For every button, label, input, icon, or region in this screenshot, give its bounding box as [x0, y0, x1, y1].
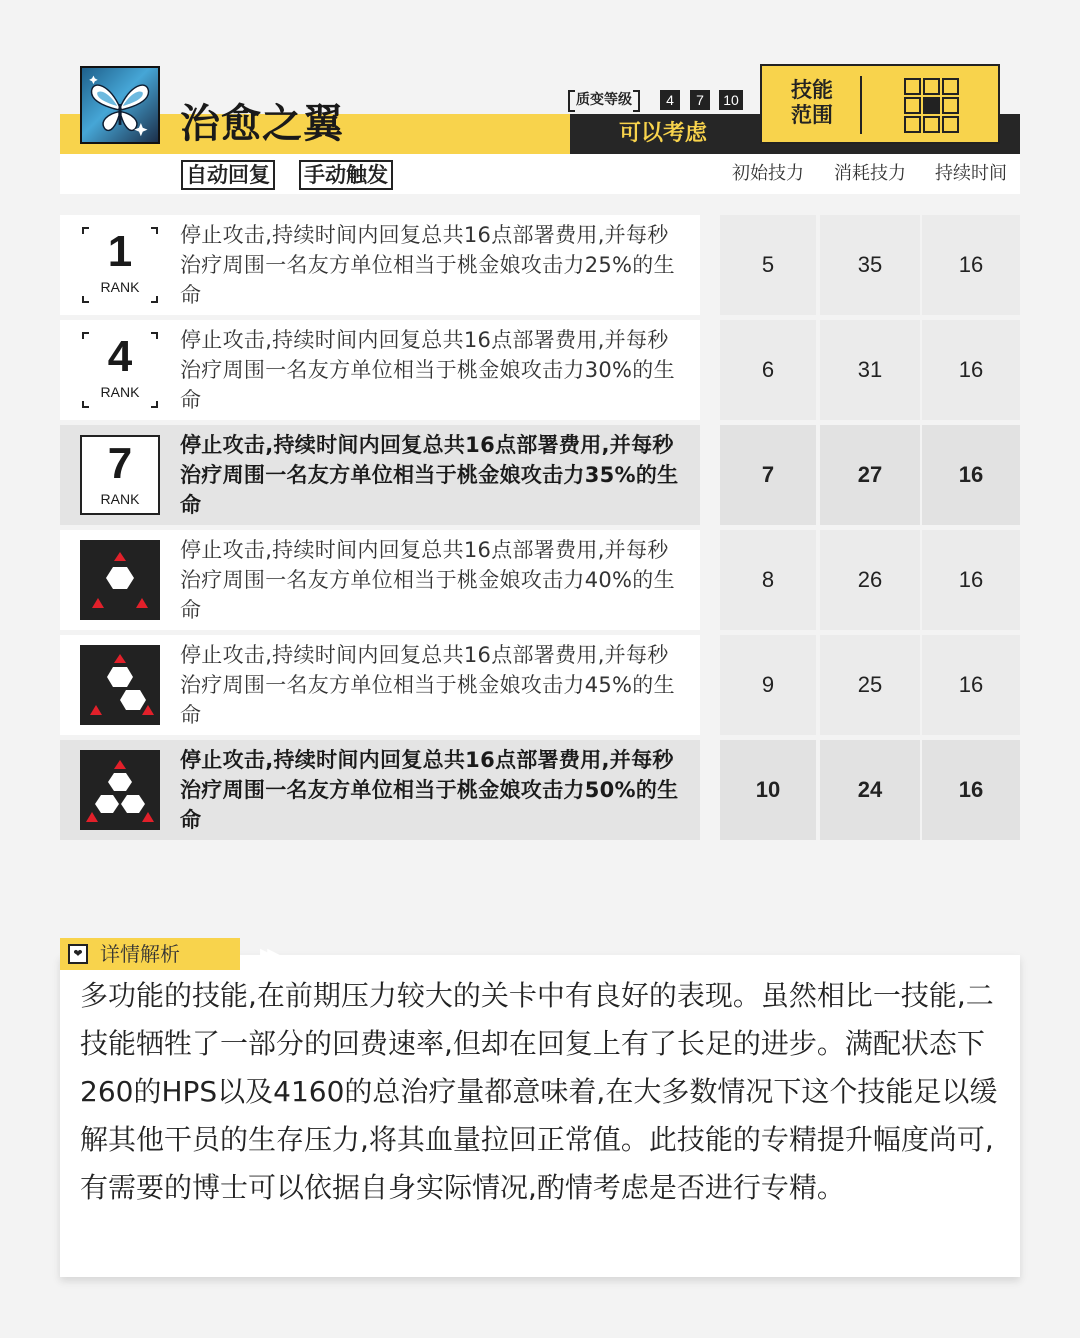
- range-label: [786, 78, 838, 128]
- fast-forward-icon: ▶▶: [260, 944, 275, 963]
- row-description-cell: [60, 635, 700, 735]
- sp-cost-value: 24: [820, 740, 920, 840]
- table-row: [60, 215, 1020, 315]
- rank-number: 1: [107, 227, 133, 276]
- skill-name: 治愈之翼: [180, 100, 344, 147]
- rank-badge: [80, 225, 160, 305]
- rank-badge: [80, 330, 160, 410]
- initial-sp-value: 8: [720, 530, 816, 630]
- rank-badge: [80, 435, 160, 515]
- rank-number: 4: [107, 332, 133, 381]
- rank-word: RANK: [100, 491, 140, 507]
- detail-text: 多功能的技能,在前期压力较大的关卡中有良好的表现。虽然相比一技能,二技能牺牲了一部分的回费速率,但却在回复上有了长足的进步。满配状态下260的HPS以及4160的总治疗量都意味着,在大多数情况下这个技能足以缓解其他干员的生存压力,将其血量拉回正常值。此技能的专精提升幅度尚可,有需要的博士可以依据自身实际情况,酌情考虑是否进行专精。: [80, 979, 998, 1204]
- row-description-cell: [60, 320, 700, 420]
- range-cell: [904, 97, 921, 114]
- detail-title: 详情解析: [100, 942, 180, 966]
- range-divider: [860, 76, 862, 134]
- row-description: 停止攻击,持续时间内回复总共16点部署费用,并每秒治疗周围一名友方单位相当于桃金娘攻击力30%的生命: [180, 328, 675, 412]
- rank-word: RANK: [100, 384, 140, 400]
- tag-auto-recovery: 自动回复: [181, 160, 275, 190]
- butterfly-icon: [80, 66, 160, 144]
- sp-cost-value: 27: [820, 425, 920, 525]
- row-description: 停止攻击,持续时间内回复总共16点部署费用,并每秒治疗周围一名友方单位相当于桃金娘攻击力45%的生命: [180, 643, 675, 727]
- range-cell: [942, 78, 959, 95]
- quality-level-text: 质变等级: [576, 92, 632, 108]
- range-cell: [942, 116, 959, 133]
- row-description: 停止攻击,持续时间内回复总共16点部署费用,并每秒治疗周围一名友方单位相当于桃金娘攻击力40%的生命: [180, 538, 675, 622]
- range-cell: [904, 78, 921, 95]
- rank-word: RANK: [100, 279, 140, 295]
- row-description-cell: [60, 425, 700, 525]
- quality-level-badge: 4: [660, 90, 680, 110]
- initial-sp-value: 6: [720, 320, 816, 420]
- table-row: [60, 530, 1020, 630]
- sp-cost-value: 26: [820, 530, 920, 630]
- row-description-cell: [60, 740, 700, 840]
- initial-sp-value: 10: [720, 740, 816, 840]
- quality-level-label: [568, 88, 640, 112]
- duration-value: 16: [922, 740, 1020, 840]
- range-grid: [904, 78, 960, 134]
- column-header-initial-sp: 初始技力: [732, 163, 804, 184]
- range-cell: [923, 78, 940, 95]
- tag-manual-trigger: 手动触发: [299, 160, 393, 190]
- table-row-highlighted: [60, 740, 1020, 840]
- heart-icon: ❤: [68, 944, 88, 964]
- recommendation-label: 可以考虑: [618, 121, 707, 146]
- row-description: 停止攻击,持续时间内回复总共16点部署费用,并每秒治疗周围一名友方单位相当于桃金娘攻击力25%的生命: [180, 223, 675, 307]
- row-description-cell: [60, 215, 700, 315]
- quality-level-badge: 10: [719, 90, 743, 110]
- range-label-line: 范围: [791, 103, 833, 127]
- duration-value: 16: [922, 320, 1020, 420]
- column-header-sp-cost: 消耗技力: [834, 163, 906, 184]
- sp-cost-value: 31: [820, 320, 920, 420]
- range-cell-self: [923, 97, 940, 114]
- initial-sp-value: 7: [720, 425, 816, 525]
- detail-tab: [60, 938, 275, 970]
- column-header-duration: 持续时间: [935, 163, 1007, 184]
- table-row: [60, 320, 1020, 420]
- rank-number: 7: [107, 439, 133, 488]
- duration-value: 16: [922, 425, 1020, 525]
- skill-range-panel: [760, 64, 1000, 144]
- mastery-2-icon: [80, 645, 160, 725]
- mastery-1-icon: [80, 540, 160, 620]
- range-label-line: 技能: [791, 78, 833, 102]
- duration-value: 16: [922, 635, 1020, 735]
- duration-value: 16: [922, 530, 1020, 630]
- sp-cost-value: 35: [820, 215, 920, 315]
- mastery-3-icon: [80, 750, 160, 830]
- range-cell: [923, 116, 940, 133]
- range-cell: [904, 116, 921, 133]
- quality-level-badge: 7: [690, 90, 710, 110]
- sp-cost-value: 25: [820, 635, 920, 735]
- row-description-cell: [60, 530, 700, 630]
- table-row: [60, 635, 1020, 735]
- range-cell: [942, 97, 959, 114]
- row-description: 停止攻击,持续时间内回复总共16点部署费用,并每秒治疗周围一名友方单位相当于桃金娘攻击力35%的生命: [180, 433, 679, 517]
- initial-sp-value: 9: [720, 635, 816, 735]
- table-row-highlighted: [60, 425, 1020, 525]
- duration-value: 16: [922, 215, 1020, 315]
- row-description: 停止攻击,持续时间内回复总共16点部署费用,并每秒治疗周围一名友方单位相当于桃金娘攻击力50%的生命: [180, 748, 679, 832]
- initial-sp-value: 5: [720, 215, 816, 315]
